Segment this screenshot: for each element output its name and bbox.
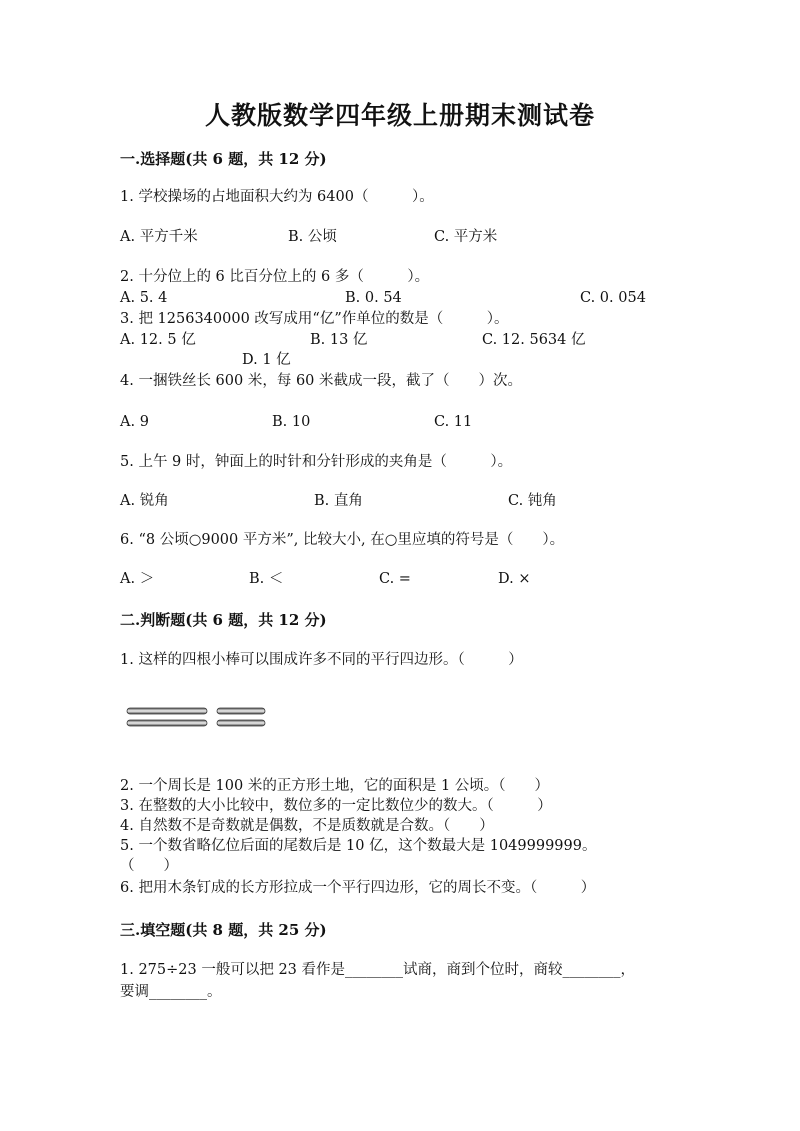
question-text: 3. 把 1256340000 改写成用“亿”作单位的数是（ ）。 [120,311,509,327]
option-d: D. 1 亿 [242,352,291,368]
stick-long-bottom [127,720,207,726]
option-b: B. 公顷 [288,229,337,245]
option-a: A. 平方千米 [120,229,198,245]
question-text: 4. 一捆铁丝长 600 米，每 60 米截成一段，截了（ ）次。 [120,373,523,389]
question-text: 5. 一个数省略亿位后面的尾数后是 10 亿，这个数最大是 1049999999。 [120,838,597,854]
option-c: C. 钝角 [508,493,557,509]
option-b: B. ＜ [249,571,284,587]
option-b: B. 直角 [314,493,363,509]
stick-short-top [217,708,265,714]
question-text: 要调________。 [120,984,222,1000]
option-a: A. 12. 5 亿 [120,332,196,348]
option-b: B. 10 [272,414,311,430]
option-a: A. ＞ [120,571,155,587]
question-text: 6. 把用木条钉成的长方形拉成一个平行四边形，它的周长不变。（ ） [120,880,596,896]
question-text: 1. 275÷23 一般可以把 23 看作是________试商，商到个位时，商较________， [120,962,635,978]
stick-long-top [127,708,207,714]
option-b: B. 13 亿 [310,332,368,348]
option-c: C. 11 [434,414,473,430]
four-sticks-figure [125,704,275,734]
option-b: B. 0. 54 [345,290,402,306]
question-text: 1. 这样的四根小棒可以围成许多不同的平行四边形。（ ） [120,652,523,668]
option-a: A. 5. 4 [120,290,168,306]
stick-short-bottom [217,720,265,726]
section-heading-choice: 一.选择题(共 6 题，共 12 分) [120,150,327,168]
question-text: 4. 自然数不是奇数就是偶数，不是质数就是合数。（ ） [120,818,494,834]
page-title: 人教版数学四年级上册期末测试卷 [204,101,595,130]
option-d: D. × [498,571,531,587]
question-text: （ ） [120,858,178,874]
question-text: 2. 十分位上的 6 比百分位上的 6 多（ ）。 [120,269,430,285]
question-text: 6. “8 公顷○9000 平方米”, 比较大小, 在○里应填的符号是（ ）。 [120,532,565,548]
section-heading-fill: 三.填空题(共 8 题，共 25 分) [120,921,327,939]
option-a: A. 锐角 [120,493,169,509]
option-c: C. 0. 054 [580,290,646,306]
question-text: 2. 一个周长是 100 米的正方形土地，它的面积是 1 公顷。（ ） [120,778,550,794]
option-c: C. 平方米 [434,229,498,245]
section-heading-judge: 二.判断题(共 6 题，共 12 分) [120,611,327,629]
option-a: A. 9 [120,414,149,430]
question-text: 3. 在整数的大小比较中，数位多的一定比数位少的数大。（ ） [120,798,552,814]
option-c: C. 12. 5634 亿 [482,332,586,348]
question-text: 5. 上午 9 时，钟面上的时针和分针形成的夹角是（ ）。 [120,454,513,470]
question-text: 1. 学校操场的占地面积大约为 6400（ ）。 [120,189,434,205]
option-c: C. = [379,571,411,587]
